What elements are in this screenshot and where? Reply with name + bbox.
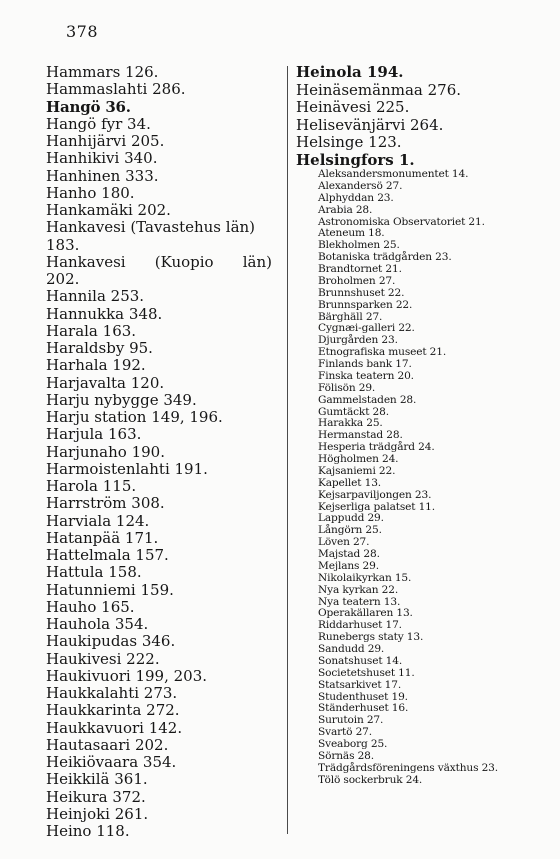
index-entry: Haraldsby 95.	[46, 339, 153, 357]
index-entry: Hangö fyr 34.	[46, 114, 151, 133]
index-entry: Harhala 192.	[46, 356, 146, 375]
index-subentry: Djurgården 23.	[318, 334, 398, 347]
index-column-left	[46, 64, 278, 840]
index-entry: Heikkilä 361.	[46, 770, 148, 789]
index-subentry: Gumtäckt 28.	[318, 405, 389, 418]
index-entry: Harviala 124.	[46, 511, 150, 530]
index-subentry: Blekholmen 25.	[318, 239, 400, 252]
index-entry: Harju station 149, 196.	[46, 408, 223, 426]
index-subentry: Ständerhuset 16.	[318, 702, 409, 715]
index-entry: Heino 118.	[46, 822, 130, 840]
index-entry: Harjavalta 120.	[46, 373, 165, 392]
index-entry: Haukkalahti 273.	[46, 684, 178, 702]
index-subentry: Hesperia trädgård 24.	[318, 441, 435, 454]
index-entry-part: (Kuopio	[154, 252, 214, 271]
index-entry: Hankamäki 202.	[46, 201, 171, 219]
index-subentry: Svartö 27.	[318, 726, 372, 739]
index-subentry: Löven 27.	[318, 536, 370, 549]
helsingfors-subentries	[296, 169, 546, 787]
index-subentry: Runebergs staty 13.	[318, 631, 424, 644]
index-entry: Heikiövaara 354.	[46, 753, 177, 771]
index-subentry: Kejsarpaviljongen 23.	[318, 488, 432, 501]
index-subentry: Etnografiska museet 21.	[318, 346, 447, 359]
index-subentry: Statsarkivet 17.	[318, 678, 402, 691]
index-subentry: Finska teatern 20.	[318, 369, 414, 382]
index-entry	[46, 254, 272, 271]
index-subentry: Tölö sockerbruk 24.	[318, 773, 423, 786]
index-entry: Heinävesi 225.	[296, 98, 410, 116]
index-entry: Heikura 372.	[46, 787, 146, 806]
index-subentry: Kejserliga palatset 11.	[318, 500, 435, 513]
index-entry: Hanhikivi 340.	[46, 149, 158, 168]
index-entry-part: Hankavesi	[46, 252, 126, 271]
index-subentry: Kapellet 13.	[318, 476, 381, 489]
index-entry: Hannukka 348.	[46, 304, 163, 323]
index-subentry: Långörn 25.	[318, 524, 382, 537]
index-entry: Helisevänjärvi 264.	[296, 115, 444, 134]
index-subentry: Brunnshuset 22.	[318, 286, 405, 299]
index-entry: Hammars 126.	[46, 63, 159, 81]
index-subentry: Surutoin 27.	[318, 714, 384, 727]
index-subentry: Operakällaren 13.	[318, 607, 413, 620]
index-subentry: Brandtornet 21.	[318, 263, 402, 275]
index-column-right	[296, 64, 546, 787]
index-entry: Hatanpää 171.	[46, 528, 159, 547]
index-subentry: Ateneum 18.	[318, 227, 385, 240]
index-subentry: Broholmen 27.	[318, 274, 396, 287]
index-subentry: Societetshuset 11.	[318, 666, 415, 679]
index-entry: Harala 163.	[46, 321, 137, 340]
index-subentry: Aleksandersmonumentet 14.	[318, 168, 469, 180]
index-entry: Hangö 36.	[46, 97, 131, 116]
index-subentry: Sandudd 29.	[318, 643, 385, 655]
index-entry: Hammaslahti 286.	[46, 80, 186, 99]
index-subentry: Botaniska trädgården 23.	[318, 251, 452, 264]
index-entry: Hanho 180.	[46, 183, 135, 202]
index-entry: Hatunniemi 159.	[46, 580, 174, 599]
index-entry: Helsingfors 1.	[296, 150, 415, 169]
index-entry: Heinjoki 261.	[46, 804, 149, 823]
index-entry: Hanhijärvi 205.	[46, 132, 165, 150]
column-divider	[287, 66, 288, 834]
page-number: 378	[66, 22, 99, 41]
index-subentry: Majstad 28.	[318, 548, 380, 560]
index-entry: Harmoistenlahti 191.	[46, 459, 208, 478]
index-subentry: Nya teatern 13.	[318, 595, 401, 608]
index-entry: Harju nybygge 349.	[46, 390, 197, 409]
index-entry: Hattelmala 157.	[46, 546, 169, 564]
index-subentry: Kajsaniemi 22.	[318, 464, 396, 477]
index-subentry: Sveaborg 25.	[318, 738, 388, 750]
index-subentry: Harakka 25.	[318, 417, 383, 430]
index-entry: Heinäsemänmaa 276.	[296, 80, 462, 99]
index-subentry: Lappudd 29.	[318, 512, 384, 525]
index-entry: Haukivesi 222.	[46, 649, 160, 668]
index-entry: Hanhinen 333.	[46, 166, 159, 185]
index-subentry: Finlands bank 17.	[318, 358, 412, 370]
index-subentry: Sonatshuset 14.	[318, 654, 403, 667]
index-entry: 202.	[46, 270, 80, 288]
index-subentry: Brunnsparken 22.	[318, 298, 413, 311]
index-entry: Helsinge 123.	[296, 133, 402, 151]
index-subentry: Hermanstad 28.	[318, 429, 403, 442]
index-subentry: Riddarhuset 17.	[318, 619, 402, 632]
index-entry: 183.	[46, 235, 80, 254]
index-subentry: Cygnæi-galleri 22.	[318, 322, 415, 335]
index-main-entries	[296, 64, 546, 169]
index-subentry: Nya kyrkan 22.	[318, 583, 399, 596]
index-entry: Harjunaho 190.	[46, 442, 165, 461]
index-subentry: Nikolaikyrkan 15.	[318, 571, 412, 584]
index-entry: Haukipudas 346.	[46, 632, 176, 651]
index-subentry: Alexandersö 27.	[318, 179, 403, 192]
index-subentry: Arabia 28.	[318, 203, 373, 216]
index-entry: Hankavesi (Tavastehus län)	[46, 218, 256, 237]
index-subentry: Högholmen 24.	[318, 453, 399, 465]
index-entry: Hauho 165.	[46, 597, 135, 616]
index-subentry: Bärghäll 27.	[318, 310, 383, 323]
index-entry: Heinola 194.	[296, 63, 404, 81]
index-entry: Harrström 308.	[46, 494, 165, 513]
index-entry: Hannila 253.	[46, 287, 145, 306]
index-entry: Haukivuori 199, 203.	[46, 666, 208, 685]
index-subentry: Studenthuset 19.	[318, 690, 408, 703]
index-entry: Harjula 163.	[46, 425, 142, 444]
index-subentry: Mejlans 29.	[318, 559, 379, 572]
index-subentry: Sörnäs 28.	[318, 749, 374, 762]
index-entry: Harola 115.	[46, 477, 137, 495]
index-subentry: Gammelstaden 28.	[318, 393, 417, 406]
index-subentry: Fölisön 29.	[318, 381, 376, 394]
index-subentry: Astronomiska Observatoriet 21.	[318, 215, 485, 228]
index-entry: Hauhola 354.	[46, 615, 149, 633]
index-entry-part: län)	[242, 252, 272, 271]
index-entry: Haukkavuori 142.	[46, 718, 183, 737]
index-entry: Hautasaari 202.	[46, 735, 169, 754]
index-subentry: Alphyddan 23.	[318, 191, 394, 204]
index-entry: Haukkarinta 272.	[46, 701, 180, 720]
index-subentry: Trädgårdsföreningens växthus 23.	[318, 761, 498, 774]
index-entry: Hattula 158.	[46, 563, 142, 582]
